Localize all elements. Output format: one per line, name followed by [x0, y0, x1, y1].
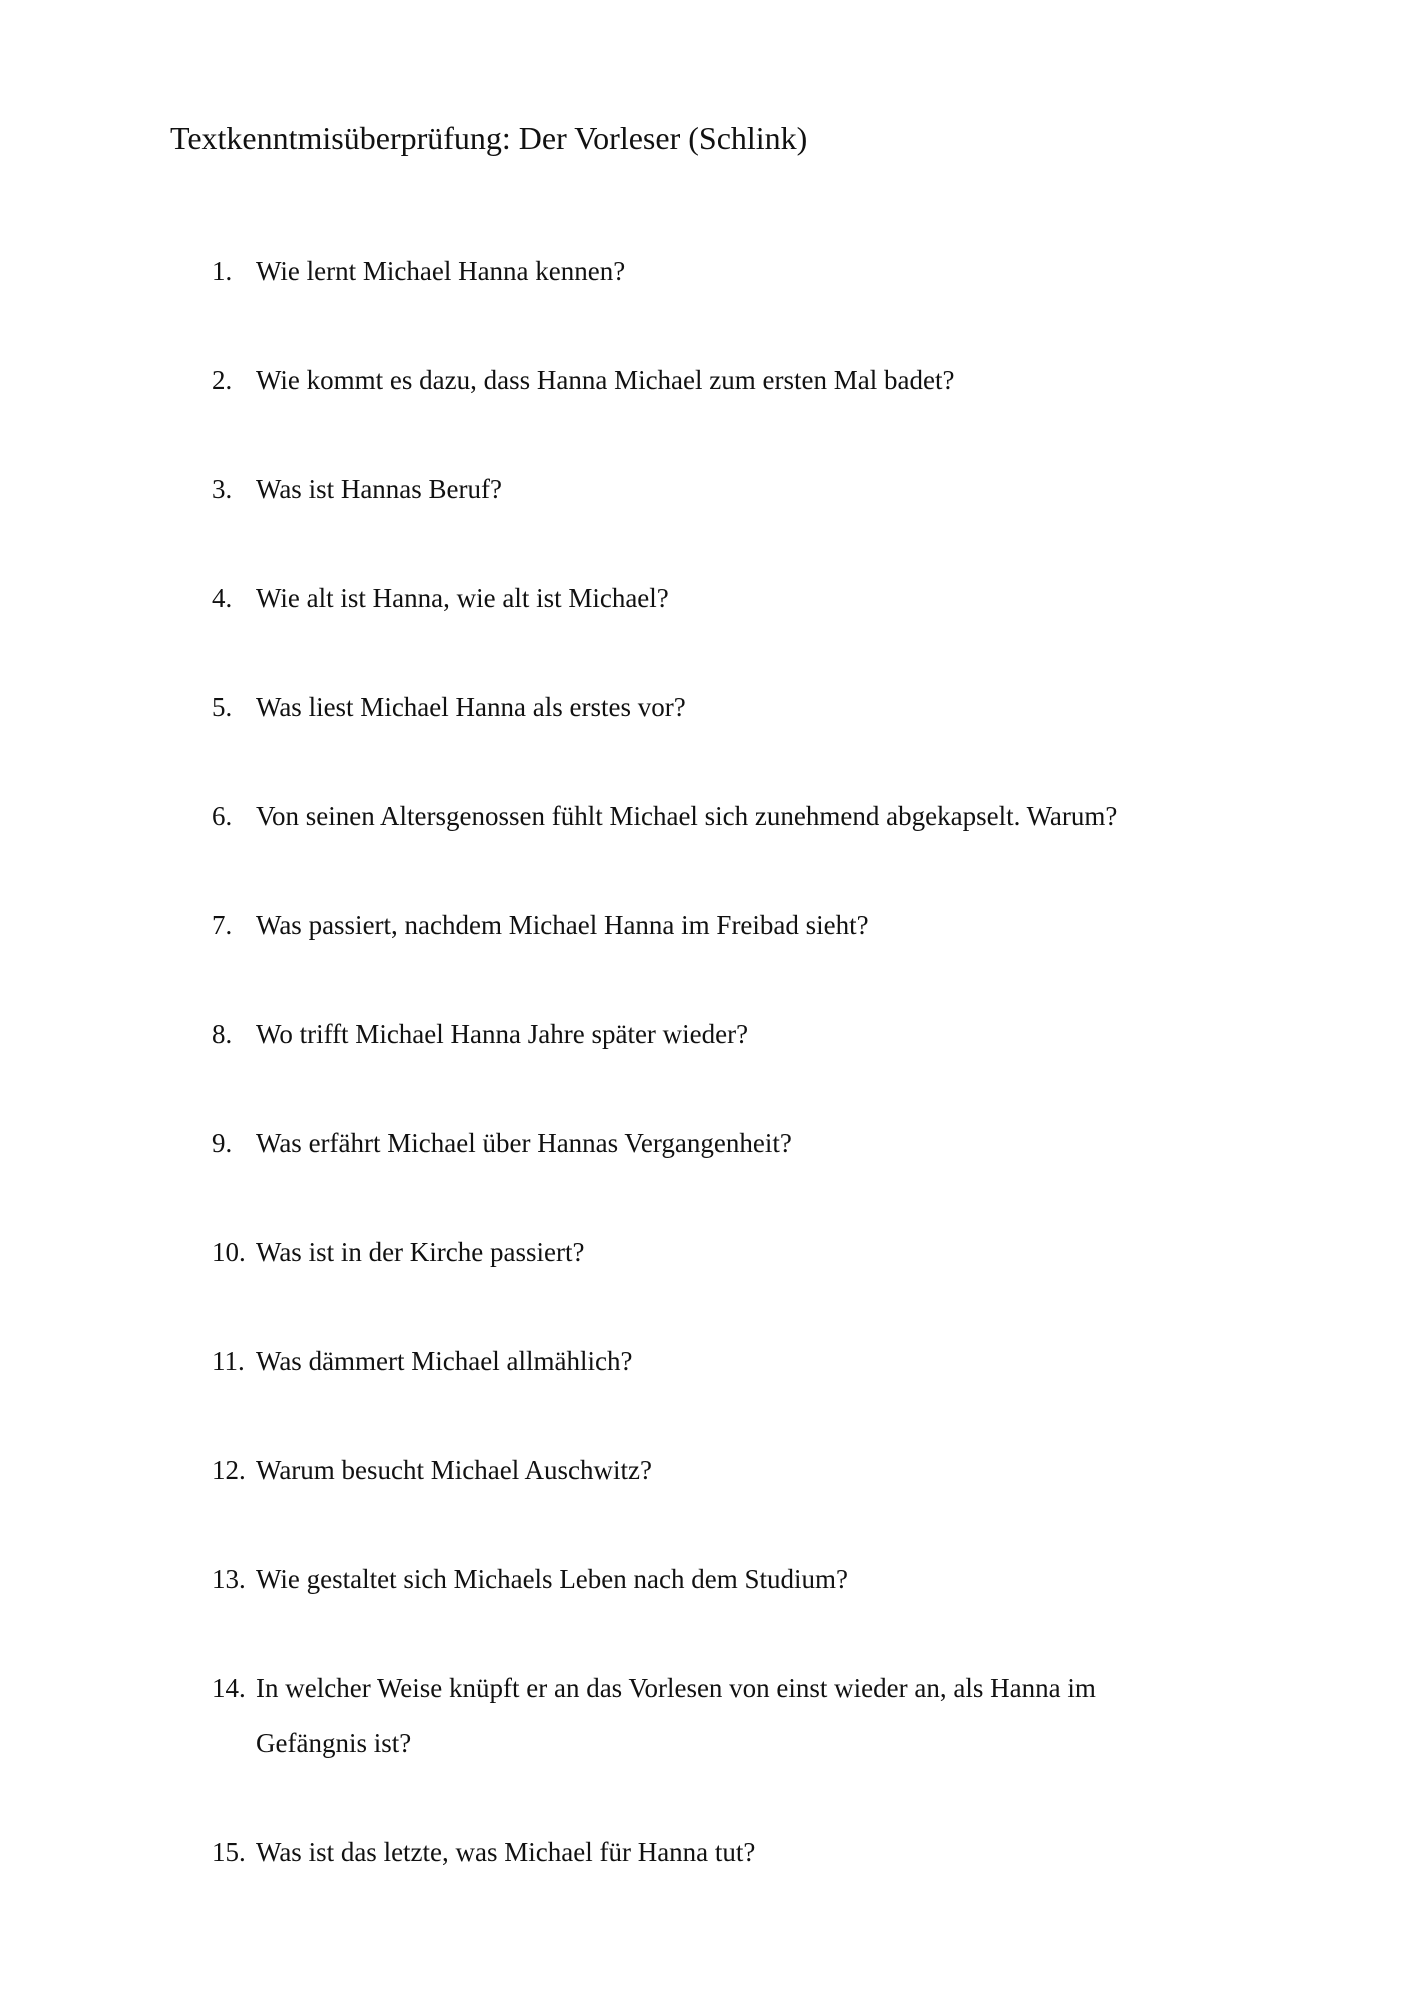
question-item	[212, 680, 1212, 735]
question-number: 2.	[212, 365, 233, 395]
question-text: Wie alt ist Hanna, wie alt ist Michael?	[256, 583, 669, 613]
question-item	[212, 789, 1212, 844]
question-text: Wie kommt es dazu, dass Hanna Michael zum ersten Mal badet?	[256, 365, 955, 395]
question-number: 6.	[212, 801, 233, 831]
question-number: 3.	[212, 474, 233, 504]
question-number: 10.	[212, 1237, 246, 1267]
question-text: Was erfährt Michael über Hannas Vergangenheit?	[256, 1128, 792, 1158]
question-item	[212, 244, 1212, 299]
question-item	[212, 1825, 1212, 1880]
question-number: 11.	[212, 1346, 245, 1376]
question-text: Was liest Michael Hanna als erstes vor?	[256, 692, 686, 722]
question-number: 8.	[212, 1019, 233, 1049]
question-text: Wie gestaltet sich Michaels Leben nach dem Studium?	[256, 1564, 848, 1594]
question-item	[212, 571, 1212, 626]
question-text: Was ist Hannas Beruf?	[256, 474, 503, 504]
question-text: Wo trifft Michael Hanna Jahre später wieder?	[256, 1019, 749, 1049]
question-item	[212, 353, 1212, 408]
question-list	[212, 244, 1212, 1934]
question-text: Was dämmert Michael allmählich?	[256, 1346, 633, 1376]
question-text: Was ist in der Kirche passiert?	[256, 1237, 585, 1267]
question-item	[212, 1661, 1212, 1771]
question-item	[212, 1552, 1212, 1607]
question-number: 14.	[212, 1673, 246, 1703]
question-number: 15.	[212, 1837, 246, 1867]
question-text: In welcher Weise knüpft er an das Vorlesen von einst wieder an, als Hanna im Gefängnis ist?	[256, 1673, 1096, 1758]
question-number: 13.	[212, 1564, 246, 1594]
question-number: 7.	[212, 910, 233, 940]
question-item	[212, 1116, 1212, 1171]
question-number: 4.	[212, 583, 233, 613]
question-item	[212, 1007, 1212, 1062]
question-number: 9.	[212, 1128, 233, 1158]
question-number: 5.	[212, 692, 233, 722]
document-title: Textkenntmisüberprüfung: Der Vorleser (Schlink)	[170, 120, 808, 156]
question-item	[212, 1443, 1212, 1498]
question-text: Was ist das letzte, was Michael für Hanna tut?	[256, 1837, 756, 1867]
question-text: Von seinen Altersgenossen fühlt Michael sich zunehmend abgekapselt. Warum?	[256, 801, 1118, 831]
question-number: 1.	[212, 256, 233, 286]
question-item	[212, 898, 1212, 953]
question-text: Warum besucht Michael Auschwitz?	[256, 1455, 652, 1485]
question-item	[212, 1225, 1212, 1280]
question-item	[212, 462, 1212, 517]
question-text: Was passiert, nachdem Michael Hanna im Freibad sieht?	[256, 910, 869, 940]
question-item	[212, 1334, 1212, 1389]
question-text: Wie lernt Michael Hanna kennen?	[256, 256, 626, 286]
question-number: 12.	[212, 1455, 246, 1485]
